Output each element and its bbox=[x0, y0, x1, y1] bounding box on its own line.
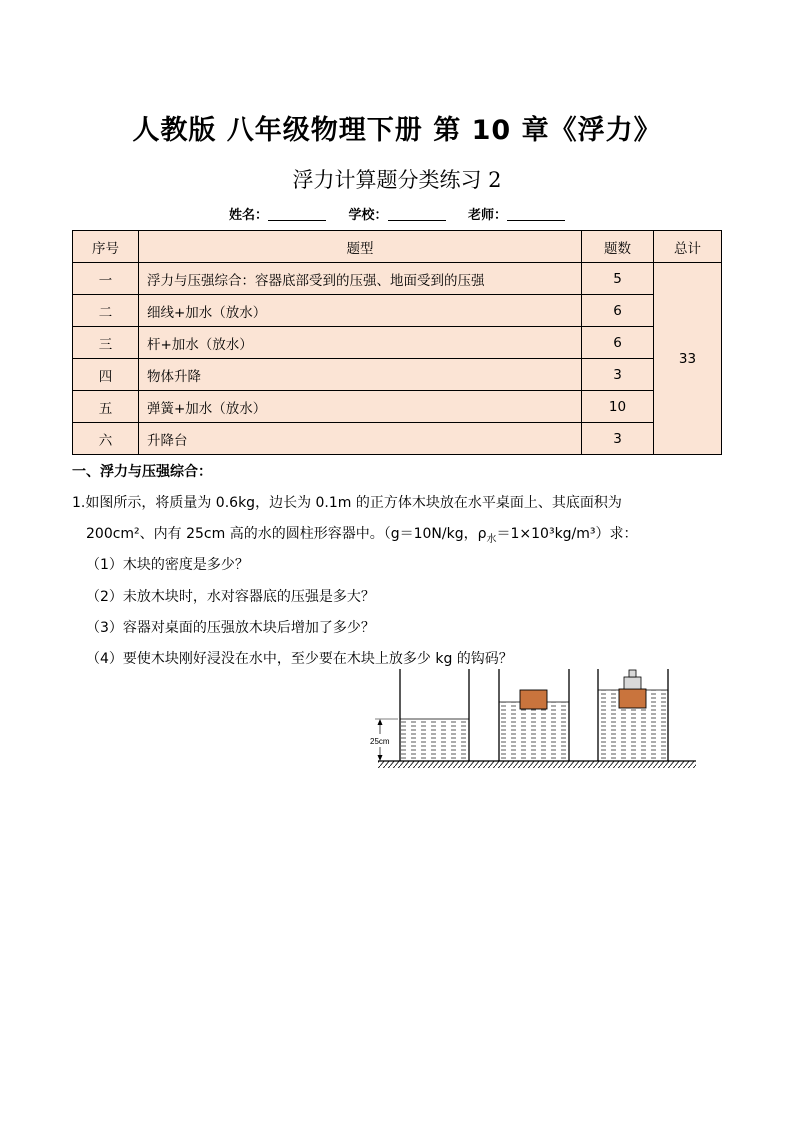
student-info-line bbox=[0, 204, 794, 223]
total-cell: 33 bbox=[654, 263, 722, 455]
water-2 bbox=[499, 702, 569, 761]
table-row bbox=[73, 359, 722, 391]
row-count: 6 bbox=[582, 295, 654, 327]
row-type: 物体升降 bbox=[139, 359, 582, 391]
question-1-line-2-end: ＝1×10³kg/m³）求： bbox=[496, 526, 638, 542]
name-label: 姓名： bbox=[228, 208, 268, 223]
table-row bbox=[73, 423, 722, 455]
question-1-part-2: （2）未放木块时，水对容器底的压强是多大？ bbox=[86, 589, 375, 605]
row-number: 三 bbox=[73, 327, 139, 359]
table-row bbox=[73, 391, 722, 423]
question-1-part-1: （1）木块的密度是多少？ bbox=[86, 557, 249, 573]
container-3 bbox=[598, 669, 668, 761]
question-1-line-1: 1.如图所示，将质量为 0.6kg，边长为 0.1m 的正方体木块放在水平桌面上、其底面积为 bbox=[72, 495, 622, 511]
row-type: 浮力与压强综合：容器底部受到的压强、地面受到的压强 bbox=[139, 263, 582, 295]
header-number: 序号 bbox=[73, 231, 139, 263]
school-label: 学校： bbox=[348, 208, 388, 223]
wood-block-2 bbox=[520, 690, 547, 709]
row-number: 五 bbox=[73, 391, 139, 423]
row-count: 6 bbox=[582, 327, 654, 359]
document-subtitle: 浮力计算题分类练习 2 bbox=[292, 168, 502, 192]
row-count: 5 bbox=[582, 263, 654, 295]
row-number: 二 bbox=[73, 295, 139, 327]
row-number: 四 bbox=[73, 359, 139, 391]
school-blank bbox=[388, 206, 446, 221]
teacher-label: 老师： bbox=[468, 208, 508, 223]
weight-icon bbox=[624, 677, 641, 689]
section-heading: 一、浮力与压强综合： bbox=[72, 464, 212, 480]
question-1-line-2-text: 200cm²、内有 25cm 高的水的圆柱形容器中。（g＝10N/kg，ρ bbox=[86, 526, 487, 542]
wood-block-3 bbox=[619, 689, 646, 708]
row-type: 升降台 bbox=[139, 423, 582, 455]
question-1-part-3: （3）容器对桌面的压强放木块后增加了多少？ bbox=[86, 620, 375, 636]
question-1-part-4: （4）要使木块刚好浸没在水中，至少要在木块上放多少 kg 的钩码？ bbox=[86, 651, 513, 667]
table-header-row bbox=[73, 231, 722, 263]
ground-hatch bbox=[378, 761, 696, 768]
row-number: 一 bbox=[73, 263, 139, 295]
height-label: 25cm bbox=[370, 737, 390, 746]
row-number: 六 bbox=[73, 423, 139, 455]
row-count: 3 bbox=[582, 423, 654, 455]
table-row bbox=[73, 295, 722, 327]
teacher-blank bbox=[507, 206, 565, 221]
header-type: 题型 bbox=[139, 231, 582, 263]
table-row bbox=[73, 327, 722, 359]
container-2 bbox=[499, 669, 569, 761]
row-count: 3 bbox=[582, 359, 654, 391]
row-type: 杆+加水（放水） bbox=[139, 327, 582, 359]
name-blank bbox=[268, 206, 326, 221]
containers-figure bbox=[370, 664, 700, 774]
table-row bbox=[73, 263, 722, 295]
container-1 bbox=[400, 669, 469, 761]
header-count: 题数 bbox=[582, 231, 654, 263]
row-type: 弹簧+加水（放水） bbox=[139, 391, 582, 423]
question-1-line-2 bbox=[86, 523, 638, 545]
question-type-table bbox=[72, 230, 722, 455]
water-1 bbox=[400, 719, 469, 761]
water-subscript: 水 bbox=[486, 533, 497, 545]
document-title: 人教版 八年级物理下册 第 10 章《浮力》 bbox=[132, 115, 662, 146]
row-type: 细线+加水（放水） bbox=[139, 295, 582, 327]
row-count: 10 bbox=[582, 391, 654, 423]
header-total: 总计 bbox=[654, 231, 722, 263]
